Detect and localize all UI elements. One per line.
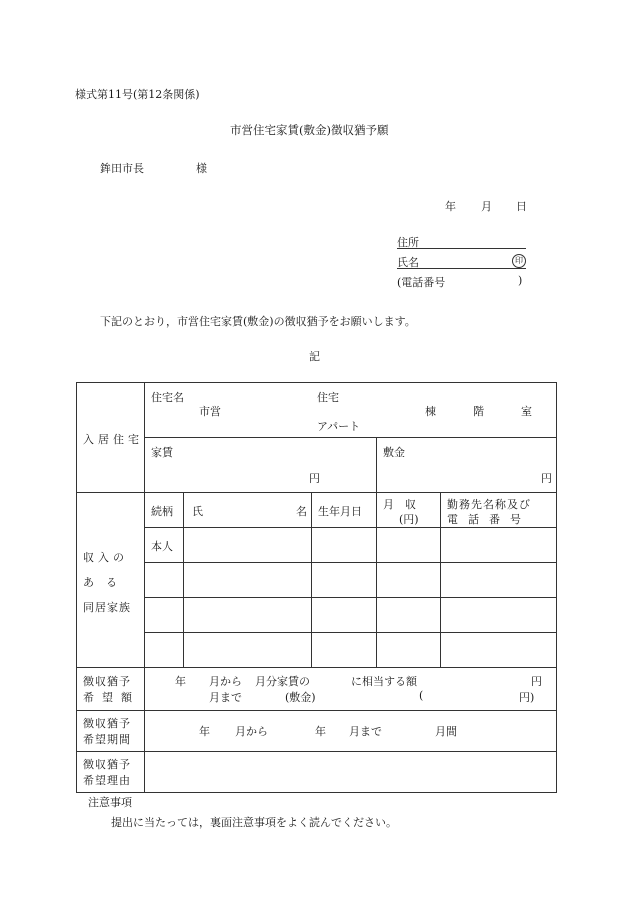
table-cell[interactable]: [312, 633, 377, 668]
table-cell[interactable]: [441, 598, 557, 633]
table-cell[interactable]: [312, 528, 377, 563]
address-label: 住所: [397, 236, 419, 249]
table-cell[interactable]: [377, 633, 441, 668]
rent-unit: 円: [309, 472, 320, 485]
page-title: 市営住宅家賃(敷金)徴収猶予願: [230, 123, 389, 137]
name-underline: [397, 268, 526, 269]
table-cell[interactable]: [145, 598, 184, 633]
col-birthdate: 生年月日: [312, 493, 377, 528]
reason-cell[interactable]: [145, 752, 557, 793]
housing-city: 市営: [199, 405, 221, 418]
col-income: 月 収 (円): [377, 493, 441, 528]
reason-row-label: 徴収猶予 希望理由: [77, 752, 145, 793]
table-cell[interactable]: [184, 633, 312, 668]
residence-row-label: 入居住宅: [77, 383, 145, 493]
period-cell[interactable]: 年 月から 年 月まで 月間: [145, 711, 557, 752]
building-label: 棟: [425, 405, 436, 418]
form-number: 様式第11号(第12条関係): [75, 88, 200, 101]
deposit-unit: 円: [541, 472, 552, 485]
table-cell[interactable]: [145, 633, 184, 668]
notes-text: 提出に当たっては，裏面注意事項をよく読んでください。: [111, 816, 397, 829]
intro-text: 下記のとおり，市営住宅家賃(敷金)の徴収猶予をお願いします。: [100, 315, 416, 328]
date-month: 月: [481, 200, 492, 213]
application-table: [76, 382, 557, 793]
household-row-label: 収入の ある 同居家族: [77, 493, 145, 668]
deposit-label: 敷金: [383, 446, 405, 459]
table-cell[interactable]: [441, 563, 557, 598]
table-cell[interactable]: [377, 598, 441, 633]
deposit-cell[interactable]: [377, 438, 557, 493]
ki-heading: 記: [309, 350, 320, 363]
floor-label: 階: [473, 405, 484, 418]
table-cell[interactable]: [312, 563, 377, 598]
housing-apartment: アパート: [317, 420, 361, 433]
rent-label: 家賃: [151, 446, 173, 459]
name-label: 氏名: [397, 256, 419, 269]
phone-close: ): [518, 274, 523, 287]
col-relation: 続柄: [145, 493, 184, 528]
self-relation-cell[interactable]: 本人: [145, 528, 184, 563]
addressee-honorific: 様: [196, 162, 207, 175]
period-row-label: 徴収猶予 希望期間: [77, 711, 145, 752]
table-cell[interactable]: [377, 528, 441, 563]
table-cell[interactable]: [377, 563, 441, 598]
date-year: 年: [445, 200, 456, 213]
table-cell[interactable]: [145, 563, 184, 598]
amount-row-label: 徴収猶予 希望額: [77, 668, 145, 711]
rent-cell[interactable]: [145, 438, 377, 493]
seal-mark: 印: [512, 254, 526, 268]
table-cell[interactable]: [184, 563, 312, 598]
address-underline: [397, 248, 526, 249]
phone-label: (電話番号: [397, 276, 446, 289]
addressee-city: 鉾田市長: [100, 162, 144, 175]
table-cell[interactable]: [184, 528, 312, 563]
table-cell[interactable]: [441, 633, 557, 668]
amount-cell[interactable]: 年 月から 月分家賃の に相当する額 円 月まで (敷金) ( 円): [145, 668, 557, 711]
housing-name-cell[interactable]: [145, 383, 557, 438]
table-cell[interactable]: [441, 528, 557, 563]
table-cell[interactable]: [184, 598, 312, 633]
col-name: 氏 名: [184, 493, 312, 528]
housing-type: 住宅: [317, 391, 339, 404]
notes-title: 注意事項: [88, 796, 132, 809]
room-label: 室: [521, 405, 532, 418]
table-cell[interactable]: [312, 598, 377, 633]
date-day: 日: [516, 200, 527, 213]
col-workplace: 勤務先名称及び 電話番号: [441, 493, 557, 528]
housing-name-label: 住宅名: [151, 391, 184, 404]
